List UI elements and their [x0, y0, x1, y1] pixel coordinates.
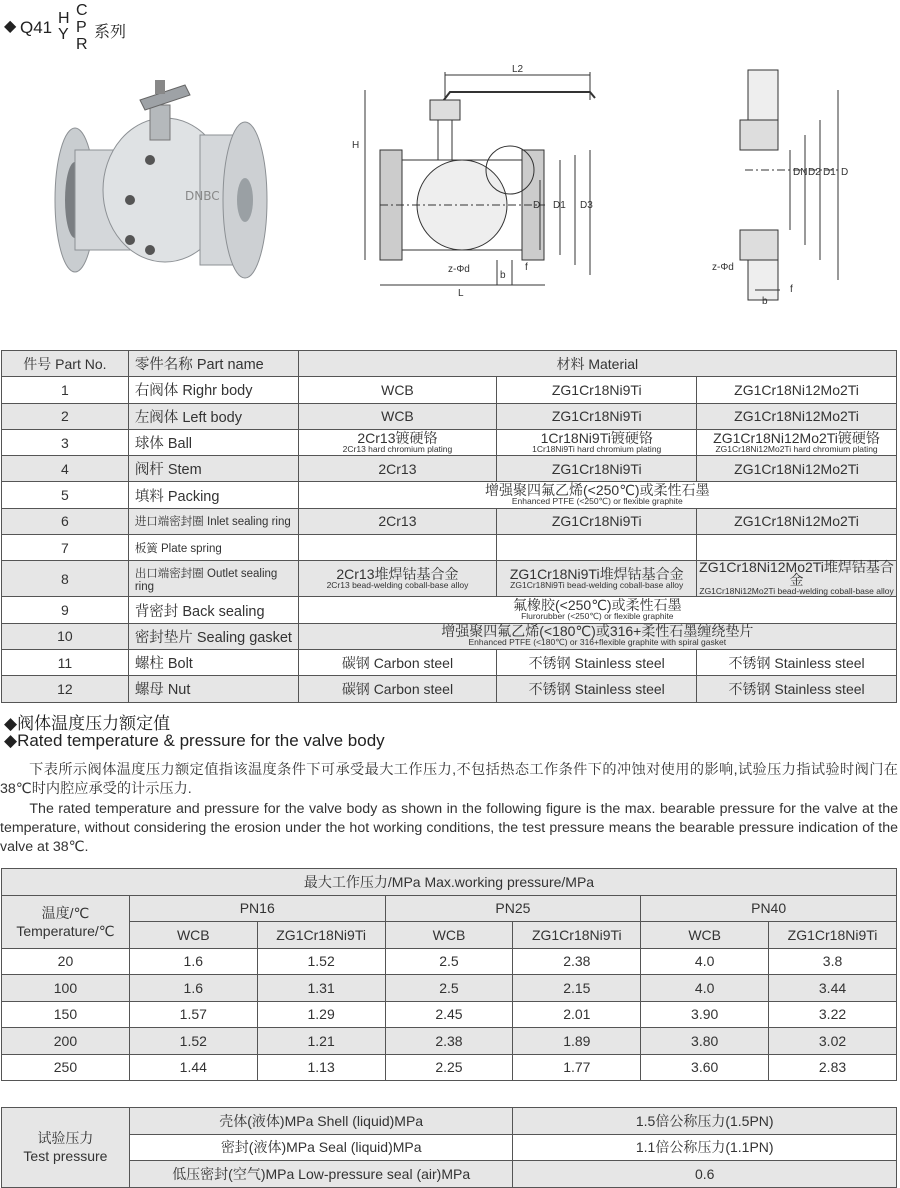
- part-material: ZG1Cr18Ni9Ti: [497, 403, 697, 429]
- test-item: 低压密封(空气)MPa Low-pressure seal (air)MPa: [129, 1161, 513, 1188]
- part-material: 不锈钢 Stainless steel: [697, 649, 897, 675]
- pressure-title-row: [2, 869, 897, 896]
- parts-row: [2, 403, 897, 429]
- diamond-icon: ◆: [4, 18, 17, 35]
- dim-b: b: [500, 270, 506, 281]
- material-en: Enhanced PTFE (<180℃) or 316+flexible graphite with spiral gasket: [468, 637, 727, 648]
- part-no: 2: [2, 403, 129, 429]
- part-name: 阀杆 Stem: [128, 456, 298, 482]
- material-cn: ZG1Cr18Ni12Mo2Ti堆焊钴基合金: [699, 559, 894, 589]
- temperature-cell: 100: [2, 975, 130, 1002]
- part-name: 板簧 Plate spring: [128, 535, 298, 561]
- pressure-cell: 4.0: [641, 975, 769, 1002]
- model-code: Q41: [20, 18, 53, 37]
- part-name: 左阀体 Left body: [128, 403, 298, 429]
- material-en: Enhanced PTFE (<250℃) or flexible graphite: [511, 496, 683, 507]
- test-value: 1.5倍公称压力(1.5PN): [513, 1108, 897, 1135]
- parts-row: [2, 535, 897, 561]
- part-name: 密封垫片 Sealing gasket: [128, 623, 298, 649]
- pressure-group-row: [2, 895, 897, 922]
- material-cn: 2Cr13堆焊钴基合金: [336, 565, 459, 582]
- parts-row: [2, 508, 897, 534]
- part-material: 碳钢 Carbon steel: [298, 676, 497, 702]
- part-name: 填料 Packing: [128, 482, 298, 508]
- part-material: WCB: [298, 403, 497, 429]
- parts-row: [2, 623, 897, 649]
- temperature-header: 温度/℃ Temperature/℃: [2, 895, 130, 948]
- part-name: 球体 Ball: [128, 429, 298, 455]
- part-material: ZG1Cr18Ni9Ti: [497, 508, 697, 534]
- part-material: [697, 561, 897, 597]
- material-en: 2Cr13 hard chromium plating: [342, 443, 453, 454]
- material-header: WCB: [385, 922, 513, 949]
- part-material: WCB: [298, 377, 497, 403]
- pressure-cell: 1.52: [129, 1028, 257, 1055]
- pressure-cell: 1.57: [129, 1001, 257, 1028]
- group-pn40: PN40: [641, 895, 897, 922]
- part-name: 螺母 Nut: [128, 676, 298, 702]
- model-stack-1: H Y: [58, 10, 70, 43]
- intro-paragraph-en: The rated temperature and pressure for the valve body as shown in the following figure is the max. bearable pressure for the valve at the temperature, without considering the erosion under the hot working conditions, the test pressure means the bearable pressure indication of the valve at 38℃.: [0, 801, 898, 855]
- material-en: ZG1Cr18Ni12Mo2Ti hard chromium plating: [715, 443, 878, 454]
- pressure-cell: 3.44: [769, 975, 897, 1002]
- part-material: [697, 429, 897, 455]
- part-no: 3: [2, 429, 129, 455]
- pressure-cell: 2.38: [385, 1028, 513, 1055]
- part-material: [298, 482, 896, 508]
- part-material: [298, 561, 497, 597]
- part-no: 6: [2, 508, 129, 534]
- pressure-cell: 3.02: [769, 1028, 897, 1055]
- svg-text:DNBC: DNBC: [185, 189, 220, 203]
- temperature-cell: 20: [2, 948, 130, 975]
- pressure-cell: 1.21: [257, 1028, 385, 1055]
- group-pn16: PN16: [129, 895, 385, 922]
- part-material: [497, 561, 697, 597]
- pressure-cell: 3.8: [769, 948, 897, 975]
- test-value: 0.6: [513, 1161, 897, 1188]
- dim-dn: DN: [793, 167, 808, 178]
- pressure-cell: 1.31: [257, 975, 385, 1002]
- dim-zphid-flange: z-Φd: [712, 262, 734, 273]
- material-en: 1Cr18Ni9Ti hard chromium plating: [532, 443, 662, 454]
- pressure-title: 最大工作压力/MPa Max.working pressure/MPa: [2, 869, 897, 896]
- pressure-row: [2, 948, 897, 975]
- part-name: 螺柱 Bolt: [128, 649, 298, 675]
- temperature-cell: 200: [2, 1028, 130, 1055]
- pressure-cell: 3.60: [641, 1054, 769, 1081]
- header-material: 材料 Material: [298, 351, 896, 377]
- part-name: 出口端密封圈 Outlet sealing ring: [128, 561, 298, 597]
- pressure-cell: 1.77: [513, 1054, 641, 1081]
- part-no: 7: [2, 535, 129, 561]
- series-label: 系列: [94, 24, 127, 41]
- part-material: ZG1Cr18Ni12Mo2Ti: [697, 456, 897, 482]
- material-cn: 增强聚四氟乙烯(<180℃)或316+柔性石墨缠绕垫片: [441, 623, 754, 640]
- part-material: ZG1Cr18Ni12Mo2Ti: [697, 403, 897, 429]
- series-header: [4, 2, 154, 58]
- part-material: [497, 535, 697, 561]
- pressure-row: [2, 1001, 897, 1028]
- pressure-cell: 3.80: [641, 1028, 769, 1055]
- pressure-cell: 2.45: [385, 1001, 513, 1028]
- part-material: [298, 535, 497, 561]
- dim-zphid: z-Φd: [448, 264, 470, 275]
- material-en: 2Cr13 bead-welding coball-base alloy: [326, 579, 469, 590]
- parts-row: [2, 597, 897, 623]
- part-material: [298, 597, 896, 623]
- figures-area: [0, 60, 900, 350]
- test-item: 壳体(液体)MPa Shell (liquid)MPa: [129, 1108, 513, 1135]
- part-material: 2Cr13: [298, 456, 497, 482]
- part-no: 4: [2, 456, 129, 482]
- material-header: ZG1Cr18Ni9Ti: [513, 922, 641, 949]
- pressure-cell: 2.25: [385, 1054, 513, 1081]
- dim-f: f: [525, 262, 528, 273]
- parts-row: [2, 561, 897, 597]
- header-part-name: 零件名称 Part name: [128, 351, 298, 377]
- part-material: [697, 535, 897, 561]
- part-no: 9: [2, 597, 129, 623]
- test-row: [2, 1134, 897, 1161]
- part-no: 5: [2, 482, 129, 508]
- group-pn25: PN25: [385, 895, 641, 922]
- section-title-cn: ◆阀体温度压力额定值: [4, 714, 171, 733]
- part-material: 不锈钢 Stainless steel: [697, 676, 897, 702]
- part-name: 背密封 Back sealing: [128, 597, 298, 623]
- pressure-cell: 1.44: [129, 1054, 257, 1081]
- part-material: ZG1Cr18Ni12Mo2Ti: [697, 508, 897, 534]
- pressure-cell: 3.90: [641, 1001, 769, 1028]
- dim-d1: D1: [553, 200, 566, 211]
- material-header: ZG1Cr18Ni9Ti: [257, 922, 385, 949]
- part-name: 进口端密封圈 Inlet sealing ring: [128, 508, 298, 534]
- pressure-cell: 3.22: [769, 1001, 897, 1028]
- test-row: [2, 1108, 897, 1135]
- flange-drawing: [740, 70, 840, 300]
- dim-l2: L2: [512, 64, 524, 75]
- pressure-cell: 1.6: [129, 948, 257, 975]
- material-cn: 增强聚四氟乙烯(<250℃)或柔性石墨: [485, 482, 710, 499]
- dim-b-flange: b: [762, 296, 768, 307]
- material-en: ZG1Cr18Ni12Mo2Ti bead-welding coball-base alloy: [699, 586, 894, 597]
- part-material: 碳钢 Carbon steel: [298, 649, 497, 675]
- pressure-cell: 4.0: [641, 948, 769, 975]
- material-cn: 2Cr13镀硬铬: [357, 429, 438, 446]
- pressure-row: [2, 975, 897, 1002]
- pressure-cell: 2.38: [513, 948, 641, 975]
- dim-d2: D2: [808, 167, 821, 178]
- part-material: ZG1Cr18Ni12Mo2Ti: [697, 377, 897, 403]
- parts-row: [2, 377, 897, 403]
- part-no: 8: [2, 561, 129, 597]
- test-item: 密封(液体)MPa Seal (liquid)MPa: [129, 1134, 513, 1161]
- temperature-cell: 150: [2, 1001, 130, 1028]
- test-pressure-table: [1, 1107, 897, 1188]
- pressure-cell: 2.5: [385, 948, 513, 975]
- dim-f-flange: f: [790, 284, 793, 295]
- part-material: [298, 623, 896, 649]
- flange-labels: [712, 167, 848, 307]
- part-no: 12: [2, 676, 129, 702]
- material-header: ZG1Cr18Ni9Ti: [769, 922, 897, 949]
- pressure-cell: 1.6: [129, 975, 257, 1002]
- material-cn: ZG1Cr18Ni12Mo2Ti镀硬铬: [713, 429, 880, 446]
- part-no: 1: [2, 377, 129, 403]
- pressure-row: [2, 1028, 897, 1055]
- part-material: [298, 429, 497, 455]
- test-row: [2, 1161, 897, 1188]
- material-header: WCB: [129, 922, 257, 949]
- pressure-cell: 1.29: [257, 1001, 385, 1028]
- material-cn: 1Cr18Ni9Ti镀硬铬: [540, 429, 653, 446]
- pressure-cell: 1.52: [257, 948, 385, 975]
- material-cn: ZG1Cr18Ni9Ti堆焊钴基合金: [509, 565, 684, 582]
- test-pressure-label: 试验压力 Test pressure: [2, 1108, 130, 1188]
- pressure-cell: 1.13: [257, 1054, 385, 1081]
- dim-l: L: [458, 288, 464, 299]
- pressure-cell: 2.15: [513, 975, 641, 1002]
- section-drawing: [365, 72, 595, 285]
- material-en: ZG1Cr18Ni9Ti bead-welding coball-base alloy: [510, 579, 684, 590]
- part-material: 2Cr13: [298, 508, 497, 534]
- material-en: Flurorubber (<250℃) or flexible graphite: [521, 611, 674, 622]
- part-material: 不锈钢 Stainless steel: [497, 676, 697, 702]
- valve-photo: [55, 80, 267, 278]
- test-value: 1.1倍公称压力(1.1PN): [513, 1134, 897, 1161]
- pressure-cell: 2.01: [513, 1001, 641, 1028]
- parts-row: [2, 676, 897, 702]
- dim-d: D: [533, 200, 541, 211]
- parts-table: [1, 350, 897, 703]
- dim-d-flange: D: [841, 167, 849, 178]
- temperature-cell: 250: [2, 1054, 130, 1081]
- parts-row: [2, 482, 897, 508]
- dim-h: H: [352, 140, 360, 151]
- part-no: 11: [2, 649, 129, 675]
- dim-d1-flange: D1: [823, 167, 836, 178]
- intro-paragraph-cn: 下表所示阀体温度压力额定值指该温度条件下可承受最大工作压力,不包括热态工作条件下的冲蚀对使用的影响,试验压力指试验时阀门在38℃时内腔应承受的计示压力.: [0, 762, 898, 797]
- parts-header-row: [2, 351, 897, 377]
- model-stack-2: C P R: [76, 2, 88, 53]
- material-cn: 氟橡胶(<250℃)或柔性石墨: [513, 597, 682, 614]
- pressure-cell: 2.83: [769, 1054, 897, 1081]
- parts-row: [2, 456, 897, 482]
- part-material: 不锈钢 Stainless steel: [497, 649, 697, 675]
- pressure-cell: 2.5: [385, 975, 513, 1002]
- section-title-en: ◆Rated temperature & pressure for the valve body: [4, 731, 385, 750]
- pressure-row: [2, 1054, 897, 1081]
- parts-row: [2, 649, 897, 675]
- part-material: [497, 429, 697, 455]
- part-material: ZG1Cr18Ni9Ti: [497, 456, 697, 482]
- material-header: WCB: [641, 922, 769, 949]
- parts-row: [2, 429, 897, 455]
- header-part-no: 件号 Part No.: [2, 351, 129, 377]
- part-material: ZG1Cr18Ni9Ti: [497, 377, 697, 403]
- pressure-table: [1, 868, 897, 1081]
- dim-d3: D3: [580, 200, 593, 211]
- part-name: 右阀体 Righr body: [128, 377, 298, 403]
- pressure-cell: 1.89: [513, 1028, 641, 1055]
- pressure-material-row: [2, 922, 897, 949]
- part-no: 10: [2, 623, 129, 649]
